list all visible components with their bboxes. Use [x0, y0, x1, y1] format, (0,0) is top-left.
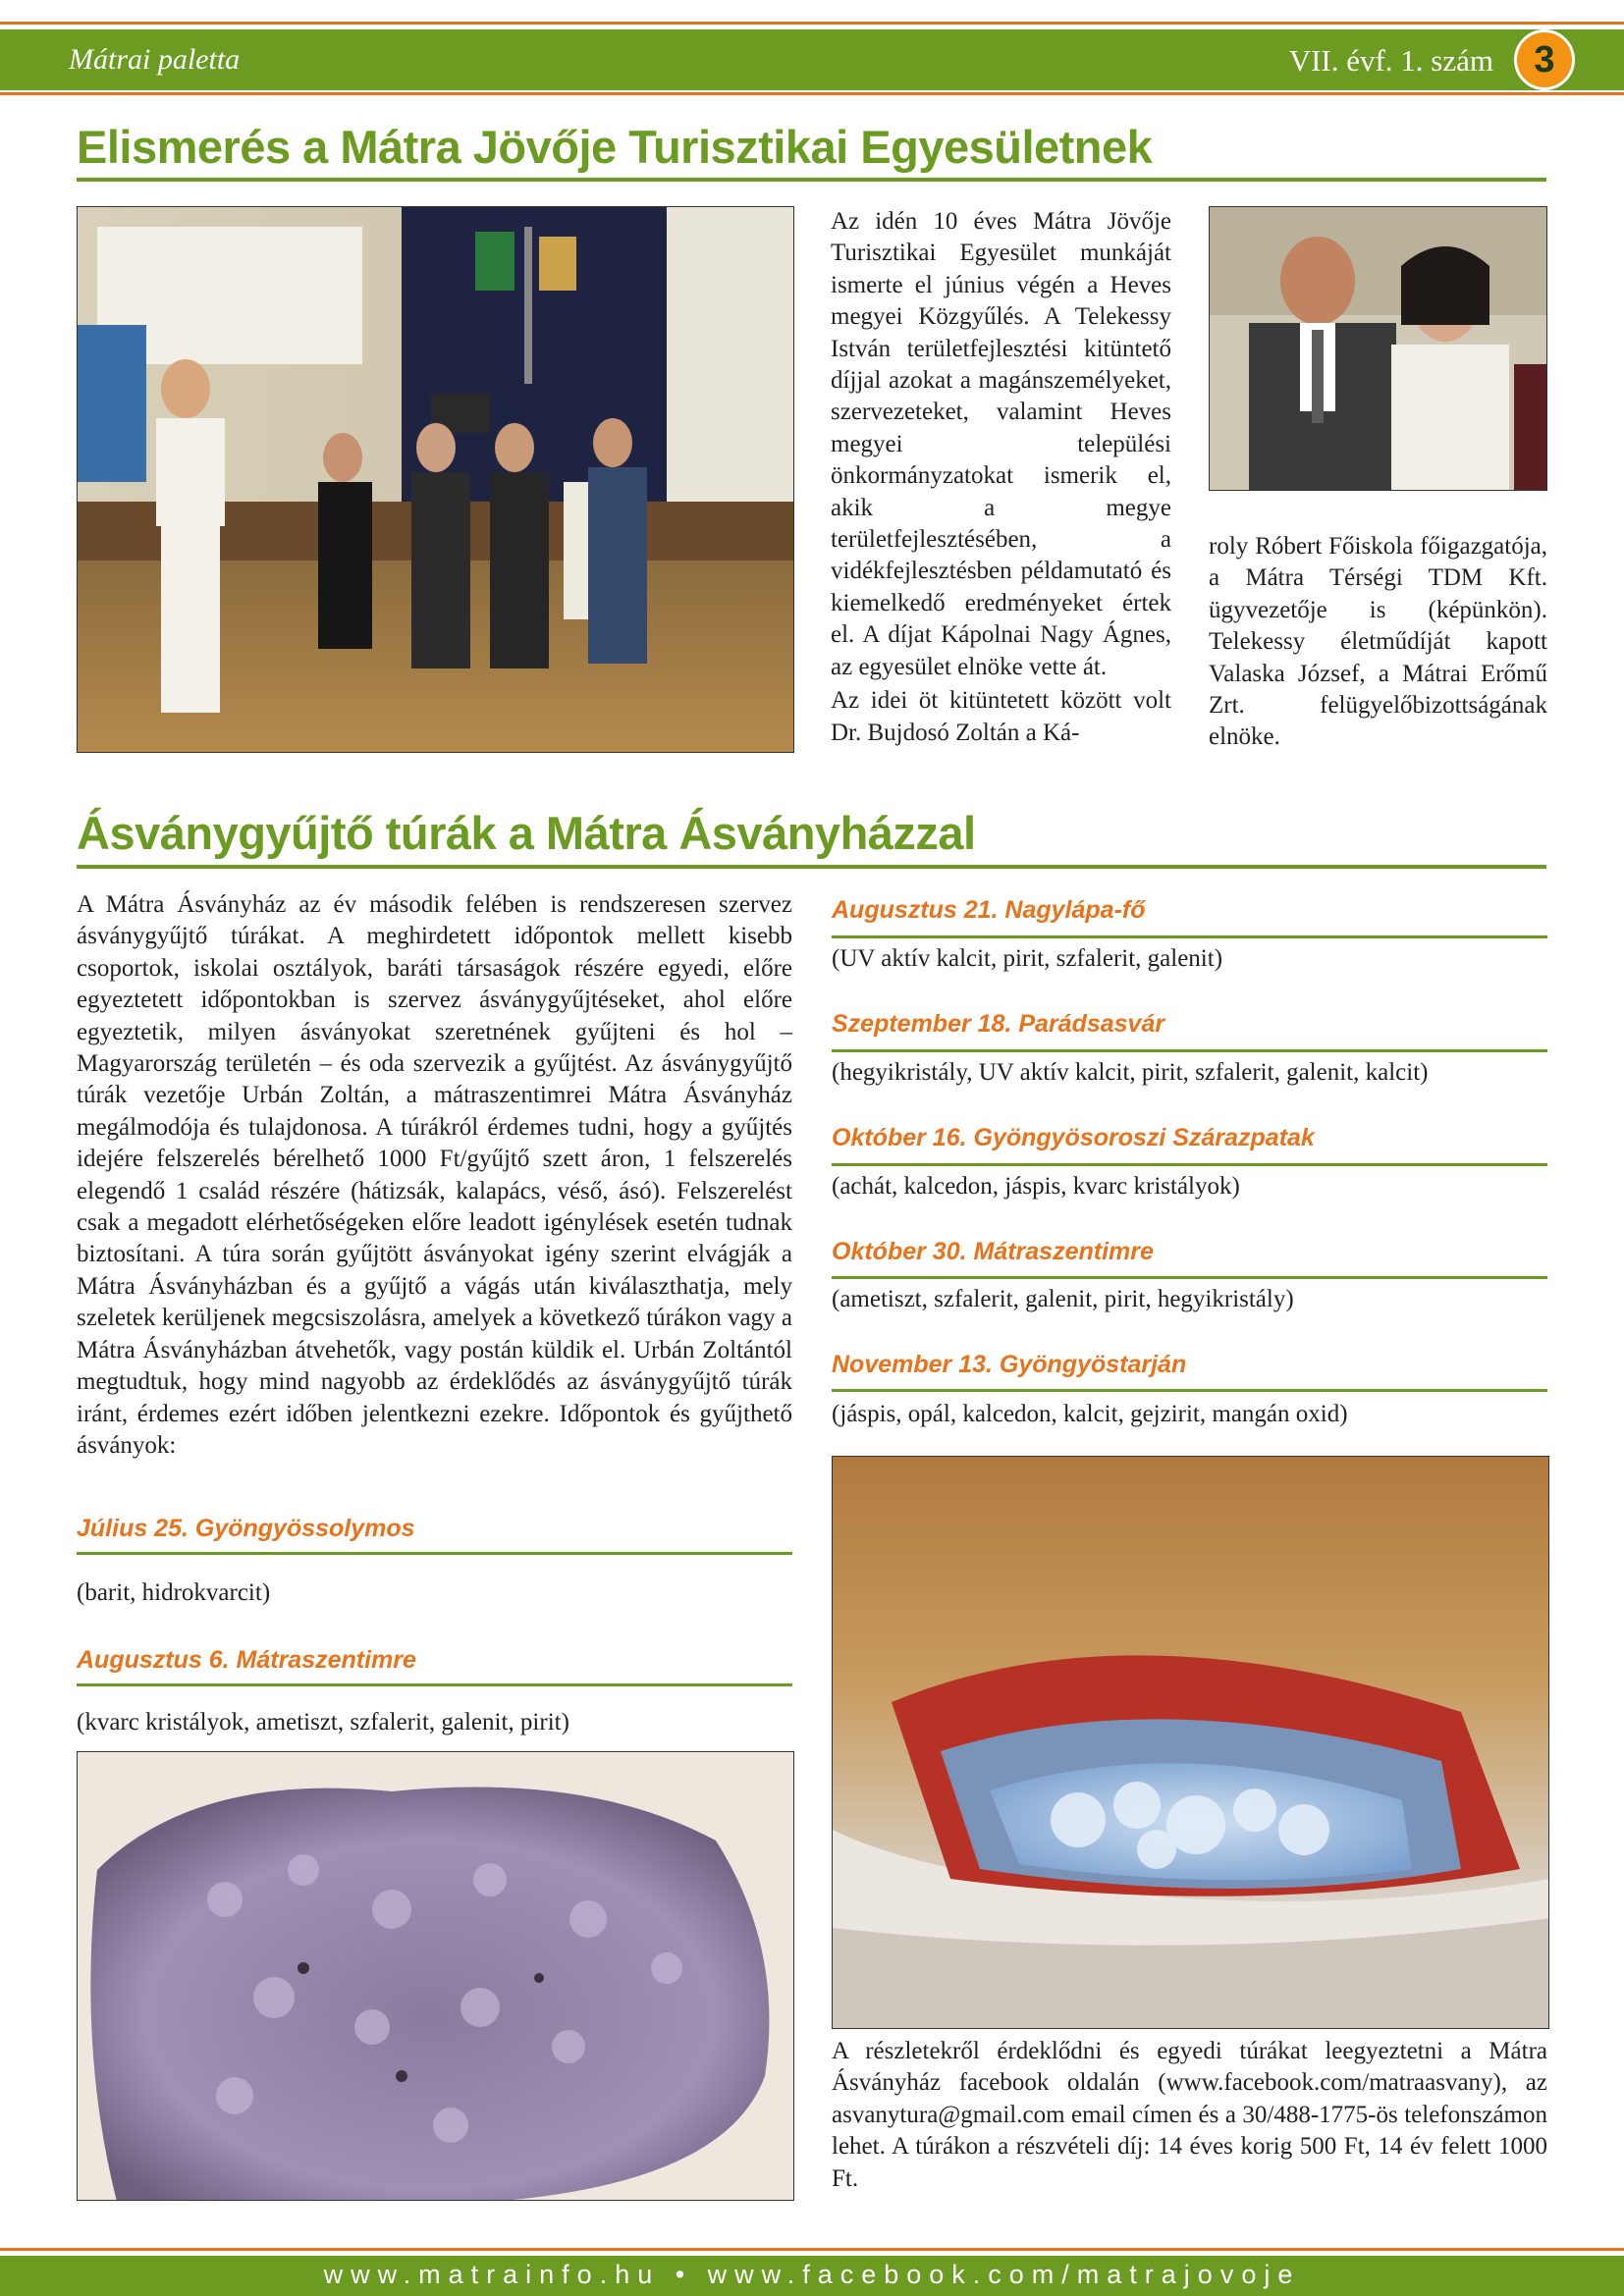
award-recipients-photo [1209, 206, 1547, 491]
event-title: November 13. Gyöngyöstarján [832, 1351, 1187, 1378]
event-title: Augusztus 21. Nagylápa-fő [832, 896, 1146, 924]
event-rule [832, 1049, 1547, 1052]
article1-paragraph3: roly Róbert Főiskola főigazgatója, a Mátra Térségi TDM Kft. ügyvezetője is (képünkön). Telekessy életműdíját kapott Valaska József, a Mátrai Erőmű Zrt. felügyelőbizottságának elnöke. [1209, 533, 1547, 751]
article2-closing-paragraph: A részletekről érdeklődni és egyedi túrákat leegyeztetni a Mátra Ásványház facebook oldalán (www.facebook.com/matraasvany), az asvanytura@gmail.com email címen és a 30/488-1775-ös telefonszámon lehet. A túrákon a részvételi díj: 14 éves korig 500 Ft, 14 év felett 1000 Ft. [832, 2038, 1547, 2192]
article1-column1 [831, 206, 1171, 749]
event-minerals: (achát, kalcedon, jáspis, kvarc kristályok) [832, 1173, 1240, 1200]
running-title: Mátrai paletta [69, 43, 241, 76]
article1-title: Elismerés a Mátra Jövője Turisztikai Egyesületnek [77, 121, 1153, 173]
footer-top-line [0, 2248, 1624, 2251]
event-rule [832, 935, 1547, 938]
article2-intro [77, 889, 792, 1462]
event-title: Augusztus 6. Mátraszentimre [77, 1646, 416, 1674]
award-ceremony-photo [77, 206, 794, 753]
amethyst-photo [77, 1751, 794, 2201]
page-number-badge: 3 [1514, 29, 1575, 90]
agate-photo [832, 1456, 1549, 2029]
event-rule [832, 1163, 1547, 1166]
article2-intro-paragraph: A Mátra Ásványház az év második felében is rendszeresen szervez ásványgyűjtő túrákat. A meghirdetett időpontok mellett kisebb csoportok, iskolai osztályok, baráti társaságok részére egyedi, előre egyeztetett időpontokban is szervez ásványgyűjtéseket, ahol előre egyeztetik, milyen ásványokat szeretnének gyűjteni és hol – Magyarország területén – és oda szervezik a gyűjtést. Az ásványgyűjtő túrák vezetője Urbán Zoltán, a mátraszentimrei Mátra Ásványház megálmodója és tulajdonosa. A túrákról érdemes tudni, hogy a gyűjtés idejére felszerelés bérelhető 1000 Ft/gyűjtő szett áron, 1 felszerelés elegendő 1 család részére (hátizsák, kalapács, véső, ásó). Felszerelést csak a megadott elérhetőségeken előre leadott igénylések esetén tudnak biztosítani. A túra során gyűjtött ásványokat igény szerint elvágják a Mátra Ásványházban és a gyűjtő a vágás után kiválaszthatja, mely szeletek kerüljenek megcsiszolásra, amelyek a következő túrákon vagy a Mátra Ásványházban átvehetők, vagy postán küldik el. Urbán Zoltántól megtudtuk, hogy mind nagyobb az érdeklődés az ásványgyűjtő túrák iránt, érdemes ezért időben jelentkezni ezekre. Időpontok és gyűjthető ásványok: [77, 891, 792, 1459]
header-top-line [0, 22, 1624, 25]
article1-paragraph1: Az idén 10 éves Mátra Jövője Turisztikai Egyesület munkáját ismerte el június végén a Heves megyei Közgyűlés. A Telekessy István területfejlesztési kitüntető díjjal azokat a magánszemélyeket, szervezeteket, valamint Heves megyei települési önkormányzatokat ismerik el, akik a megye területfejlesztésében, a vidékfejlesztésben példamutató és kiemelkedő eredményeket értek el. A díjat Kápolnai Nagy Ágnes, az egyesület elnöke vette át. [831, 208, 1171, 680]
event-title: Október 30. Mátraszentimre [832, 1238, 1154, 1265]
event-minerals: (ametiszt, szfalerit, galenit, pirit, hegyikristály) [832, 1286, 1294, 1312]
article2-closing [832, 2036, 1547, 2195]
event-minerals: (jáspis, opál, kalcedon, kalcit, gejzirit, mangán oxid) [832, 1401, 1348, 1427]
footer-links: www.matrainfo.hu • www.facebook.com/matrajovoje [323, 2260, 1301, 2289]
event-rule [77, 1552, 792, 1555]
ceremony-photo-image [78, 207, 794, 753]
recipients-photo-image [1210, 207, 1547, 491]
article1-column2 [1209, 531, 1547, 754]
event-minerals: (hegyikristály, UV aktív kalcit, pirit, szfalerit, galenit, kalcit) [832, 1059, 1429, 1086]
header-bottom-line [0, 92, 1624, 95]
event-rule [77, 1683, 792, 1686]
article2-title-rule [77, 865, 1546, 869]
event-minerals: (kvarc kristályok, ametiszt, szfalerit, galenit, pirit) [77, 1709, 569, 1735]
event-minerals: (UV aktív kalcit, pirit, szfalerit, galenit) [832, 945, 1223, 972]
article1-paragraph2: Az idei öt kitüntetett között volt Dr. Bujdosó Zoltán a Ká- [831, 687, 1171, 746]
article2-title: Ásványgyűjtő túrák a Mátra Ásványházzal [77, 807, 976, 859]
issue-label: VII. évf. 1. szám [1288, 43, 1493, 78]
event-title: Szeptember 18. Parádsasvár [832, 1010, 1165, 1038]
event-rule [832, 1389, 1547, 1392]
event-rule [832, 1276, 1547, 1279]
amethyst-photo-image [78, 1752, 794, 2201]
event-minerals: (barit, hidrokvarcit) [77, 1579, 271, 1606]
article1-title-rule [77, 178, 1546, 182]
event-title: Október 16. Gyöngyösoroszi Szárazpatak [832, 1124, 1315, 1151]
event-title: Július 25. Gyöngyössolymos [77, 1515, 415, 1542]
agate-photo-image [833, 1457, 1549, 2029]
